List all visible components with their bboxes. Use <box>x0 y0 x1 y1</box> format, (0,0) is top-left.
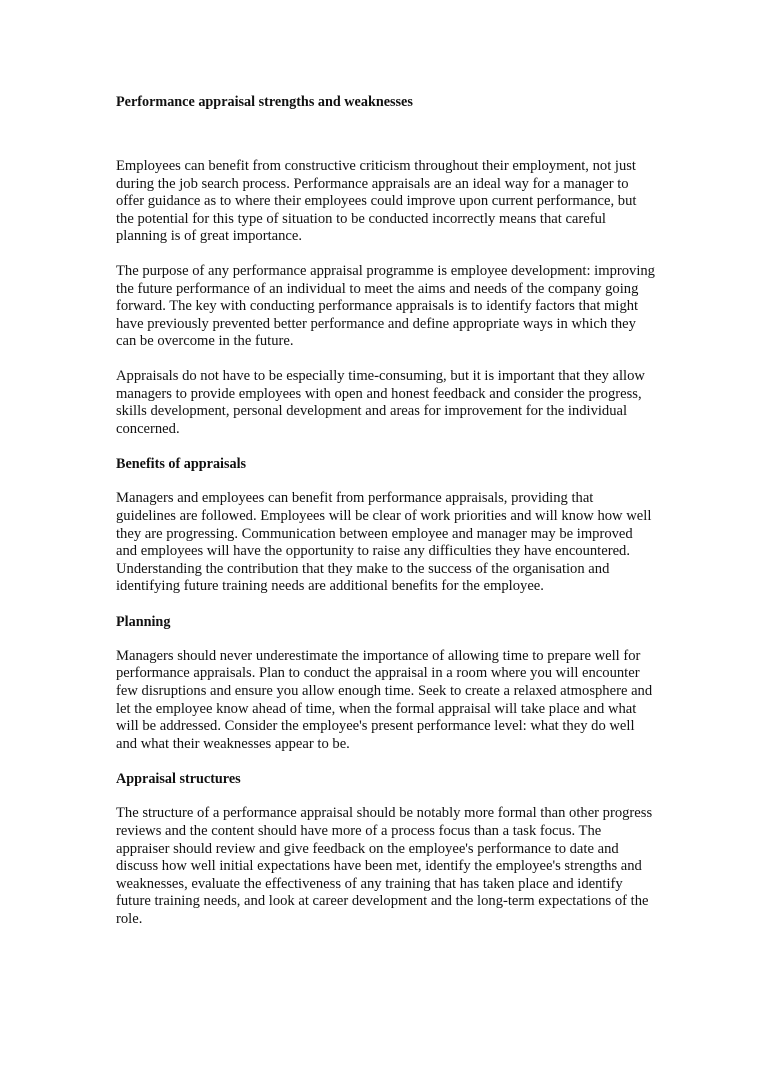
document-title: Performance appraisal strengths and weaknesses <box>116 94 413 110</box>
section-body-benefits: Managers and employees can benefit from performance appraisals, providing that guidelines are followed. Employees will be clear of work priorities and will know how well they are progressing. Communication between employee and manager may be improved and employees will have the opportunity to raise any difficulties they have encountered. Understanding the contribution that they make to the success of the organisation and identifying future training needs are additional benefits for the employee. <box>116 490 652 595</box>
section-body-appraisal-structures: The structure of a performance appraisal should be notably more formal than other progress reviews and the content should have more of a process focus than a task focus. The appraiser should review and give feedback on the employee's performance to date and discuss how well initial expectations have been met, identify the employee's strengths and weaknesses, evaluate the effectiveness of any training that has taken place and identify future training needs, and look at career development and the long-term expectations of the role. <box>116 805 653 927</box>
intro-paragraph: Appraisals do not have to be especially time-consuming, but it is important that they allow managers to provide employees with open and honest feedback and consider the progress, skills development, personal development and areas for improvement for the individual concerned. <box>116 367 645 437</box>
section-heading-benefits: Benefits of appraisals <box>116 456 247 473</box>
document-page <box>116 93 656 946</box>
intro-paragraph: The purpose of any performance appraisal programme is employee development: improving the future performance of an individual to meet the aims and needs of the company going forward. The key with conducting performance appraisals is to identify factors that might have previously prevented better performance and define appropriate ways in which they can be overcome in the future. <box>116 262 655 350</box>
section-body-planning: Managers should never underestimate the importance of allowing time to prepare well for performance appraisals. Plan to conduct the appraisal in a room where you will encounter few disruptions and ensure you allow enough time. Seek to create a relaxed atmosphere and let the employee know ahead of time, when the formal appraisal will take place and what will be addressed. Consider the employee's present performance level: what they do well and what their weaknesses appear to be. <box>116 647 653 752</box>
intro-paragraph: Employees can benefit from constructive criticism throughout their employment, not just during the job search process. Performance appraisals are an ideal way for a manager to offer guidance as to where their employees could improve upon current performance, but the potential for this type of situation to be conducted incorrectly means that careful planning is of great importance. <box>116 158 637 245</box>
section-heading-planning: Planning <box>116 613 171 630</box>
section-heading-appraisal-structures: Appraisal structures <box>116 771 241 788</box>
